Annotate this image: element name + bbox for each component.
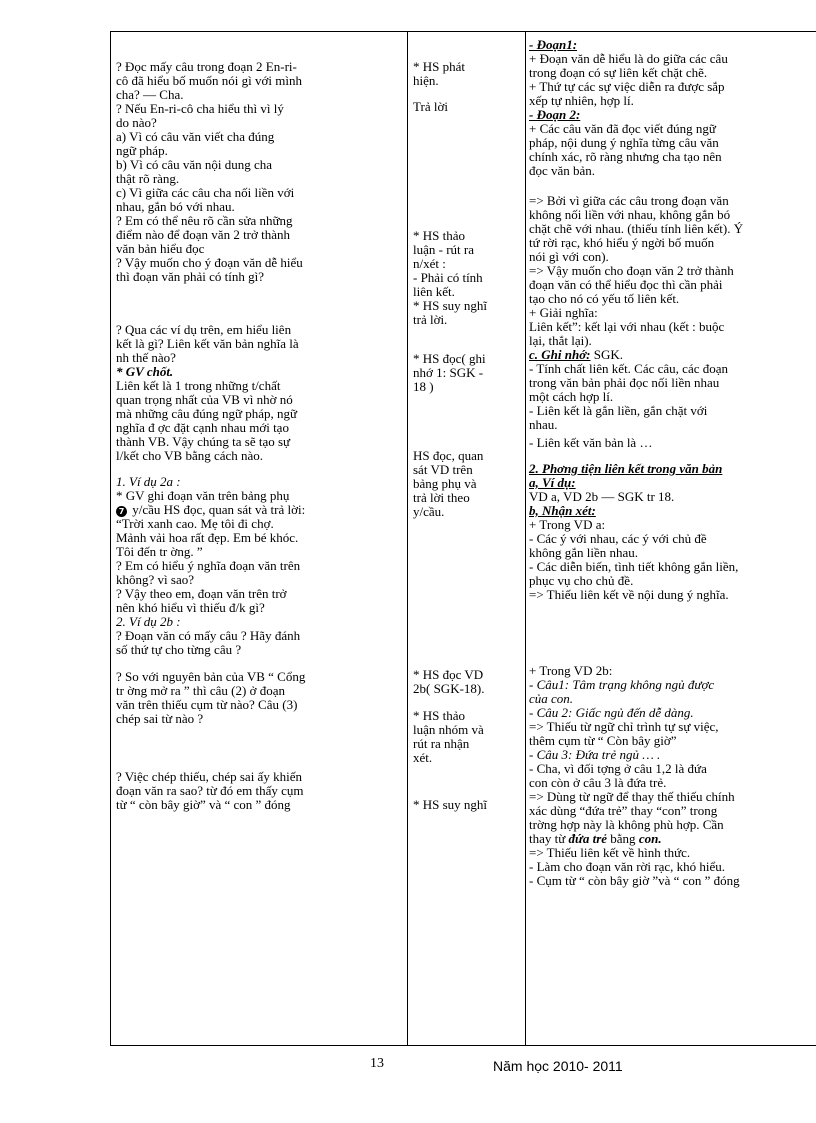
col3-line: + Giải nghĩa: — [529, 305, 598, 320]
col1-line: chép sai từ nào ? — [116, 711, 204, 726]
col1-line: kết là gì? Liên kết văn bản nghĩa là — [116, 336, 299, 351]
col1-line: văn bản hiểu đọc — [116, 241, 205, 256]
col3-line: c. Ghi nhớ: SGK. — [529, 347, 624, 362]
col2-line: 2b( SGK-18). — [413, 681, 485, 696]
col3-line: - Đoạn1: — [529, 37, 578, 52]
col2-line: * HS phát — [413, 59, 465, 74]
col1-line: thành VB. Vậy chúng ta sẽ tạo sự — [116, 434, 291, 449]
col3-line: chính xác, rõ ràng nhưng cha tạo nên — [529, 149, 722, 164]
col3-line: - Cha, vì đối tợng ở câu 1,2 là đứa — [529, 761, 707, 776]
col1-line: 1. Ví dụ 2a : — [116, 474, 181, 489]
col1-line: Liên kết là 1 trong những t/chất — [116, 378, 281, 393]
col3-line: VD a, VD 2b — SGK tr 18. — [529, 489, 675, 504]
col2-line: * HS suy nghĩ — [413, 298, 488, 313]
col1-line: ? Em có hiểu ý nghĩa đoạn văn trên — [116, 558, 301, 573]
col2-line: trả lời. — [413, 312, 448, 327]
col3-line: b, Nhận xét: — [529, 503, 596, 518]
teacher-activity-column — [111, 32, 408, 1046]
col2-line: HS đọc, quan — [413, 448, 484, 463]
col3-line: chặt chẽ với nhau. (thiếu tính liên kết). Ý — [529, 221, 744, 236]
col1-line: l/kết cho VB bằng cách nào. — [116, 448, 264, 463]
col1-line: ? Nếu En-ri-cô cha hiểu thì vì lý — [116, 101, 284, 116]
col3-line: trờng hợp này là không phù hợp. Cần — [529, 817, 724, 832]
col1-line: ? Vậy theo em, đoạn văn trên trở — [116, 586, 287, 601]
col1-line: “Trời xanh cao. Mẹ tôi đi chợ. — [116, 516, 274, 531]
col2-line: sát VD trên — [413, 462, 473, 477]
col3-line: + Trong VD 2b: — [529, 663, 613, 678]
col3-line: nói gì với con). — [529, 249, 609, 264]
col2-line: * HS thảo — [413, 708, 465, 723]
col3-line: => Bởi vì giữa các câu trong đoạn văn — [529, 193, 729, 208]
col1-line: điểm nào để đoạn văn 2 trở thành — [116, 227, 291, 242]
col3-line: thêm cụm từ “ Còn bây giờ” — [529, 733, 677, 748]
col1-line: a) Vì có câu văn viết cha đúng — [116, 129, 275, 144]
col1-line: ? So với nguyên bản của VB “ Cổng — [116, 669, 306, 684]
col3-line: trong đoạn có sự liên kết chặt chẽ. — [529, 65, 708, 80]
col3-line: - Các ý với nhau, các ý với chủ đề — [529, 531, 707, 546]
col3-line: thay từ đứa trẻ bằng con. — [529, 831, 662, 846]
col2-line: liên kết. — [413, 284, 455, 299]
col1-line: thì đoạn văn phải có tính gì? — [116, 269, 265, 284]
numbered-bullet-icon: 7 — [116, 506, 127, 517]
col3-line: tứ rời rạc, khó hiểu ý ngời bố muốn — [529, 235, 715, 250]
col1-line: thật rõ ràng. — [116, 171, 180, 186]
col1-line: * GV chốt. — [116, 364, 174, 379]
col1-line: b) Vì có câu văn nội dung cha — [116, 157, 273, 172]
col3-line: => Thiếu liên kết về nội dung ý nghĩa. — [529, 587, 729, 602]
col1-line: văn trên thiếu cụm từ nào? Câu (3) — [116, 697, 298, 712]
col2-line: trả lời theo — [413, 490, 470, 505]
col1-line: ? Đọc mấy câu trong đoạn 2 En-ri- — [116, 59, 297, 74]
col3-line: trong văn bản phải đọc nối liền nhau — [529, 375, 720, 390]
col3-line: một cách hợp lí. — [529, 389, 614, 404]
col3-line: con còn ở câu 3 là đứa trẻ. — [529, 775, 667, 790]
col2-line: Trả lời — [413, 99, 448, 114]
col2-line: n/xét : — [413, 256, 446, 271]
col3-line: không nối liền với nhau, không gắn bó — [529, 207, 731, 222]
col1-line: nh thế nào? — [116, 350, 176, 365]
col3-line: - Đoạn 2: — [529, 107, 581, 122]
col3-line: nhau. — [529, 417, 558, 432]
col1-line: ngữ pháp. — [116, 143, 168, 158]
col1-line: cô đã hiểu bố muốn nói gì với mình — [116, 73, 302, 88]
col1-line: mà những câu đúng ngữ pháp, ngữ — [116, 406, 298, 421]
col1-line: c) Vì giữa các câu cha nối liền với — [116, 185, 295, 200]
col1-line: cha? — Cha. — [116, 87, 184, 102]
col3-line: a, Ví dụ: — [529, 475, 576, 490]
col2-line: rút ra nhận — [413, 736, 470, 751]
col1-line: từ “ còn bây giờ” và “ con ” đóng — [116, 797, 291, 812]
col1-line: ? Qua các ví dụ trên, em hiểu liên — [116, 322, 292, 337]
col3-line: - Câu 3: Đứa trẻ ngủ … . — [529, 747, 661, 762]
col3-line: pháp, nội dung ý nghĩa từng câu văn — [529, 135, 719, 150]
col3-line: - Làm cho đoạn văn rời rạc, khó hiểu. — [529, 859, 726, 874]
col3-line: => Thiếu liên kết về hình thức. — [529, 845, 691, 860]
col2-line: bảng phụ và — [413, 476, 477, 491]
col2-line: * HS suy nghĩ — [413, 797, 488, 812]
col1-line: Tôi đến tr ờng. ” — [116, 544, 203, 559]
col1-line: số thứ tự cho từng câu ? — [116, 642, 242, 657]
col3-line: - Câu1: Tâm trạng không ngủ được — [529, 677, 715, 692]
col1-line: nhau, gắn bó với nhau. — [116, 199, 235, 214]
col3-line: Liên kết”: kết lại với nhau (kết : buộc — [529, 319, 725, 334]
school-year: Năm học 2010- 2011 — [493, 1058, 623, 1074]
col1-line: không? vì sao? — [116, 572, 194, 587]
col2-line: hiện. — [413, 73, 439, 88]
col1-line: nên khó hiểu vì thiếu đ/k gì? — [116, 600, 265, 615]
content-column — [526, 32, 816, 1046]
col1-line: tr ờng mở ra ” thì câu (2) ở đoạn — [116, 683, 285, 698]
col2-line: 18 ) — [413, 379, 434, 394]
col2-line: luận - rút ra — [413, 242, 475, 257]
col2-line: - Phải có tính — [413, 270, 483, 285]
col1-line: ? Việc chép thiếu, chép sai ấy khiến — [116, 769, 302, 784]
col3-line: + Các câu văn đã đọc viết đúng ngữ — [529, 121, 716, 136]
col3-line: đọc văn bản. — [529, 163, 596, 178]
col1-line: Mảnh vải hoa rất đẹp. Em bé khóc. — [116, 530, 299, 545]
col3-line: không gắn liền nhau. — [529, 545, 639, 560]
col2-line: luận nhóm và — [413, 722, 484, 737]
lesson-table — [110, 31, 816, 1046]
col3-line: => Thiếu từ ngữ chỉ trình tự sự việc, — [529, 719, 719, 734]
col1-line: 2. Ví dụ 2b : — [116, 614, 181, 629]
col1-line: đoạn văn ra sao? từ đó em thấy cụm — [116, 783, 304, 798]
col2-line: * HS đọc VD — [413, 667, 484, 682]
col3-line: xếp tự nhiên, hợp lí. — [529, 93, 634, 108]
col1-line: do nào? — [116, 115, 157, 130]
col3-line: lại, thắt lại). — [529, 333, 592, 348]
col1-line: ? Vậy muốn cho ý đoạn văn dễ hiểu — [116, 255, 303, 270]
line-text: y/cầu HS đọc, quan sát và trả lời: — [129, 502, 306, 517]
col3-line: phục vụ cho chủ đề. — [529, 573, 634, 588]
col3-line: => Vậy muốn cho đoạn văn 2 trở thành — [529, 263, 734, 278]
col3-line: xác dùng “đứa trẻ” thay “con” trong — [529, 803, 718, 818]
student-activity-column — [408, 32, 526, 1046]
col3-line: 2. Phơng tiện liên kết trong văn bản — [529, 461, 723, 476]
page-number: 13 — [370, 1056, 384, 1071]
col3-line: - Cụm từ “ còn bây giờ ”và “ con ” đóng — [529, 873, 740, 888]
col3-line: - Liên kết văn bản là … — [529, 435, 653, 450]
col1-line: ? Em có thể nêu rõ cần sửa những — [116, 213, 293, 228]
col2-line: * HS đọc( ghi — [413, 351, 486, 366]
col3-line: - Liên kết là gắn liền, gắn chặt với — [529, 403, 708, 418]
col2-line: nhớ 1: SGK - — [413, 365, 484, 380]
col1-line: quan trọng nhất của VB vì nhờ nó — [116, 392, 293, 407]
col1-line: ? Đoạn văn có mấy câu ? Hãy đánh — [116, 628, 301, 643]
col1-line: nghĩa đ ợc đặt cạnh nhau mới tạo — [116, 420, 289, 435]
col1-line — [116, 503, 305, 517]
col3-line: - Câu 2: Giấc ngủ đến dễ dàng. — [529, 705, 694, 720]
col3-line: tạo cho nó có yếu tố liên kết. — [529, 291, 680, 306]
col3-line: của con. — [529, 691, 574, 706]
col3-line: đoạn văn có thể hiểu đọc thì cần phải — [529, 277, 723, 292]
col3-line: + Đoạn văn dễ hiểu là do giữa các câu — [529, 51, 728, 66]
col3-line: + Thứ tự các sự việc diễn ra được sắp — [529, 79, 725, 94]
col3-line: + Trong VD a: — [529, 517, 606, 532]
col2-line: xét. — [413, 750, 433, 765]
col3-line: - Tính chất liên kết. Các câu, các đoạn — [529, 361, 729, 376]
col3-line: - Các diễn biến, tình tiết không gắn liền, — [529, 559, 739, 574]
col1-line: * GV ghi đoạn văn trên bảng phụ — [116, 488, 290, 503]
col2-line: * HS thảo — [413, 228, 465, 243]
col3-line: => Dùng từ ngữ để thay thế thiếu chính — [529, 789, 735, 804]
col2-line: y/cầu. — [413, 504, 445, 519]
